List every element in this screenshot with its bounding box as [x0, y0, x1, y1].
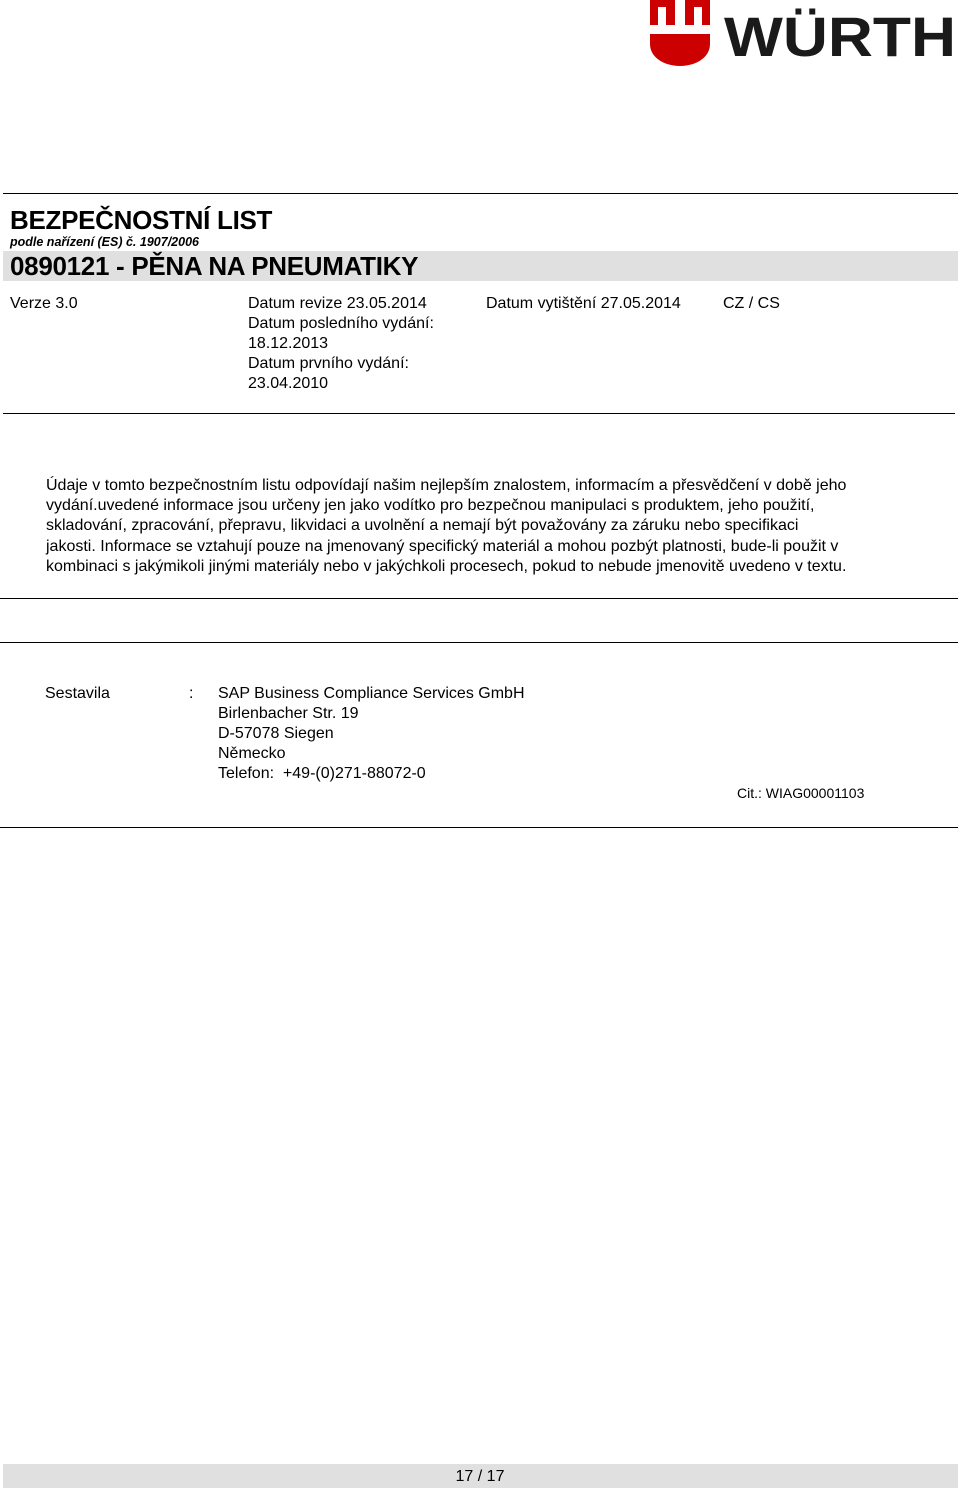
disclaimer-line: Údaje v tomto bezpečnostním listu odpovídají našim nejlepším znalostem, informacím a přesvědčení v době jeho: [46, 477, 847, 494]
disclaimer-line: vydání.uvedené informace jsou určeny jen jako vodítko pro bezpečnou manipulaci s produktem, jeho použití,: [46, 497, 815, 515]
page-number: 17 / 17: [455, 1468, 505, 1485]
document-title: BEZPEČNOSTNÍ LIST: [10, 205, 273, 235]
last-issue-label: Datum posledního vydání:: [248, 315, 434, 332]
wurth-logo-graphic: [648, 0, 960, 68]
revision-dates: [248, 294, 434, 394]
compiler-city: D-57078 Siegen: [218, 725, 334, 742]
language-code: CZ / CS: [723, 295, 780, 312]
last-issue-date: 18.12.2013: [248, 335, 329, 352]
section-divider: [0, 598, 958, 599]
logo-text: WÜRTH: [724, 5, 956, 68]
compiler-street: Birlenbacher Str. 19: [218, 705, 359, 722]
compiler-separator: :: [189, 685, 194, 702]
disclaimer-line: skladování, zpracování, přepravu, likvidaci a uvolnění a nemají být považovány za záruku nebo specifikaci: [46, 517, 799, 535]
version-label: Verze 3.0: [10, 295, 78, 312]
product-title: 0890121 - PĚNA NA PNEUMATIKY: [10, 251, 419, 281]
compiler-phone: Telefon: +49-(0)271-88072-0: [218, 765, 426, 782]
compiler-label: Sestavila: [45, 685, 110, 702]
compiler-company: SAP Business Compliance Services GmbH: [218, 685, 525, 702]
first-issue-label: Datum prvního vydání:: [248, 355, 409, 372]
header-bottom-rule: [3, 413, 955, 414]
print-date: Datum vytištění 27.05.2014: [486, 295, 681, 312]
disclaimer-line: jakosti. Informace se vztahují pouze na jmenovaný specifický materiál a mohou pozbýt platnosti, bude-li použit v: [46, 537, 839, 555]
regulation-subtitle: podle nařízení (ES) č. 1907/2006: [10, 235, 199, 249]
compiler-address: [218, 684, 525, 784]
revision-date: Datum revize 23.05.2014: [248, 295, 427, 312]
wurth-logo: [648, 0, 960, 68]
header-top-rule: [3, 193, 958, 194]
disclaimer-text: [46, 476, 946, 577]
section-divider: [0, 642, 958, 643]
first-issue-date: 23.04.2010: [248, 375, 329, 392]
disclaimer-line: kombinaci s jakýmikoli jinými materiály nebo v jakýchkoli procesech, pokud to nebude jmenovitě uvedeno v textu.: [46, 557, 847, 575]
section-divider: [0, 827, 958, 828]
citation-code: Cit.: WIAG00001103: [737, 785, 865, 801]
compiler-country: Německo: [218, 745, 286, 762]
